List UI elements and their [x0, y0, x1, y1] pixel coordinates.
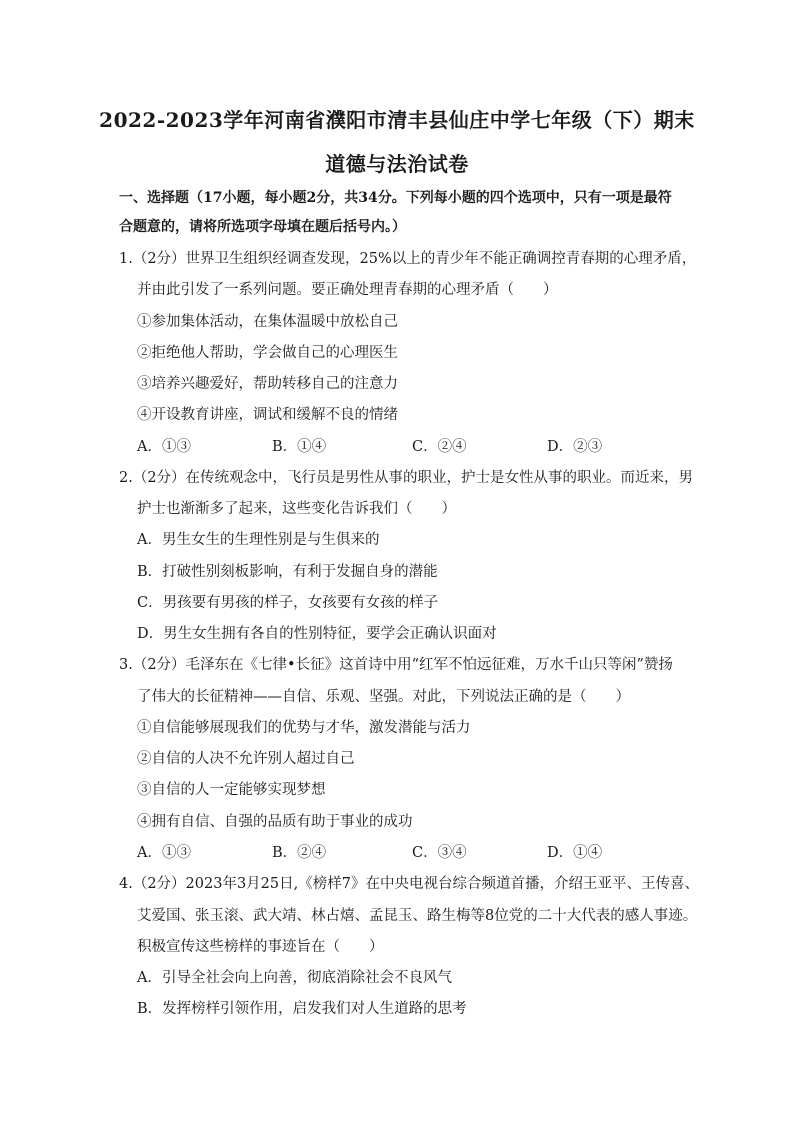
question-2-option-c: C．男孩要有男孩的样子，女孩要有女孩的样子: [137, 595, 439, 611]
question-4-option-a: A．引导全社会向上向善，彻底消除社会不良风气: [137, 970, 452, 986]
question-3-item-4: ④拥有自信、自强的品质有助于事业的成功: [137, 814, 413, 830]
question-3-item-3: ③自信的人一定能够实现梦想: [137, 782, 326, 798]
question-4-stem-line-2: 艾爱国、张玉滚、武大靖、林占熺、孟昆玉、路生梅等8位党的二十大代表的感人事迹。: [137, 908, 698, 924]
question-1-stem-line-1: 1.（2分）世界卫生组织经调查发现，25%以上的青少年不能正确调控青春期的心理矛盾，: [119, 251, 697, 267]
question-1-option-d: D．②③: [547, 439, 603, 455]
question-3-option-c: C．③④: [412, 845, 467, 861]
question-3-item-1: ①自信能够展现我们的优势与才华，激发潜能与活力: [137, 720, 471, 736]
question-3-option-d: D．①④: [547, 845, 603, 861]
question-1-item-1: ①参加集体活动，在集体温暖中放松自己: [137, 314, 398, 330]
question-3-item-2: ②自信的人决不允许别人超过自己: [137, 751, 355, 767]
exam-title-line-1: 2022-2023学年河南省濮阳市清丰县仙庄中学七年级（下）期末: [99, 108, 695, 132]
question-1-option-a: A．①③: [137, 439, 191, 455]
question-2-option-a: A．男生女生的生理性别是与生俱来的: [137, 532, 380, 548]
question-3-option-b: B．②④: [272, 845, 327, 861]
question-3-stem-line-2: 了伟大的长征精神——自信、乐观、坚强。对此，下列说法正确的是（ ）: [137, 689, 630, 705]
question-2-option-b: B．打破性别刻板影响，有利于发掘自身的潜能: [137, 564, 438, 580]
question-4-option-b: B．发挥榜样引领作用，启发我们对人生道路的思考: [137, 1001, 467, 1017]
exam-title-line-2: 道德与法治试卷: [325, 152, 469, 176]
question-1-stem-line-2: 并由此引发了一系列问题。要正确处理青春期的心理矛盾（ ）: [137, 282, 558, 298]
question-3-option-a: A．①③: [137, 845, 191, 861]
question-4-stem-line-3: 积极宣传这些榜样的事迹旨在（ ）: [137, 939, 384, 955]
section-heading-line-2: 合题意的，请将所选项字母填在题后括号内。）: [119, 219, 406, 235]
question-1-option-b: B．①④: [272, 439, 327, 455]
question-1-item-2: ②拒绝他人帮助，学会做自己的心理医生: [137, 345, 398, 361]
section-heading-line-1: 一、选择题（17小题，每小题2分，共34分。下列每小题的四个选项中，只有一项是最符: [119, 190, 672, 206]
question-2-option-d: D．男生女生拥有各自的性别特征，要学会正确认识面对: [137, 626, 497, 642]
question-4-stem-line-1: 4.（2分）2023年3月25日,《榜样7》在中央电视台综合频道首播，介绍王亚平、王传喜、: [119, 876, 699, 892]
question-2-stem-line-2: 护士也渐渐多了起来，这些变化告诉我们（ ）: [137, 501, 456, 517]
question-1-option-c: C．②④: [412, 439, 467, 455]
question-1-item-3: ③培养兴趣爱好，帮助转移自己的注意力: [137, 376, 398, 392]
question-1-item-4: ④开设教育讲座，调试和缓解不良的情绪: [137, 407, 398, 423]
question-2-stem-line-1: 2.（2分）在传统观念中，飞行员是男性从事的职业，护士是女性从事的职业。而近来，男: [119, 470, 694, 486]
question-3-stem-line-1: 3.（2分）毛泽东在《七律•长征》这首诗中用“红军不怕远征难，万水千山只等闲”赞扬: [119, 657, 673, 673]
section-heading: [119, 184, 679, 242]
